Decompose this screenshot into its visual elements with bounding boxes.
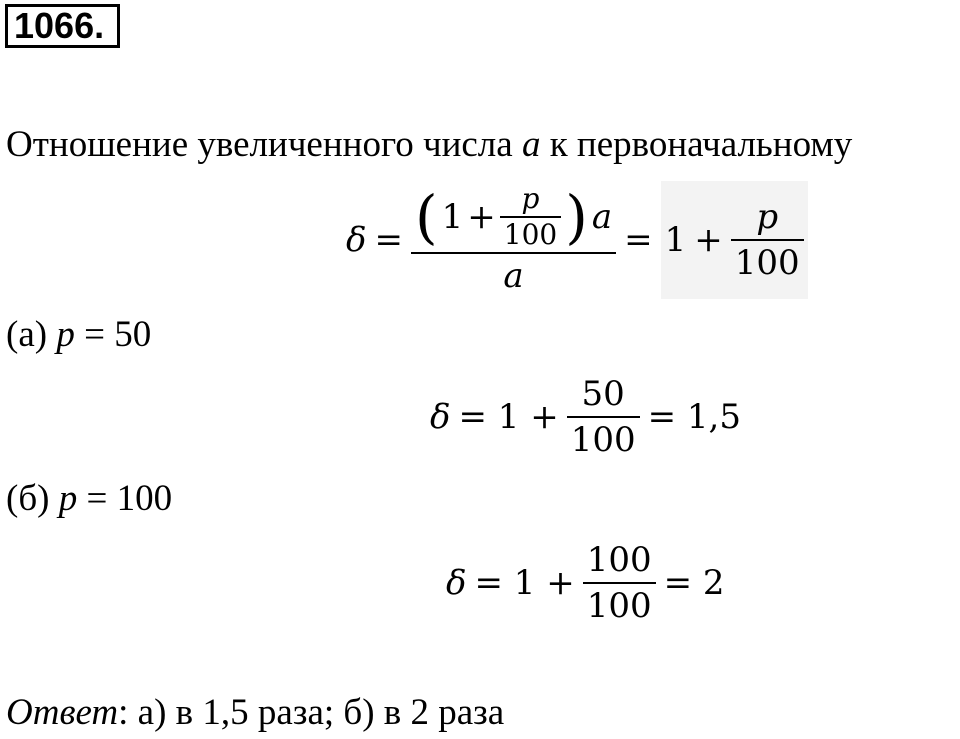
answer-text: : а) в 1,5 раза; б) в 2 раза [118,692,505,733]
part-a-variable: p [56,314,75,355]
main-fraction [411,184,616,296]
answer-line [6,692,504,734]
part-a-label: (а) [6,314,48,355]
numerator-plus: + [467,197,496,237]
part-a-delta: δ [430,397,451,437]
inner-fraction-numerator: p [521,182,540,215]
numerator-a: a [591,197,613,237]
part-b-numerator: 100 [586,540,652,580]
intro-text: Отношение увеличенного числа [6,124,513,165]
intro-text-after: к первоначальному [549,124,853,165]
main-formula [346,178,808,302]
simplified-fraction-denominator: 100 [731,239,804,283]
part-a-denominator: 100 [567,416,640,460]
part-a-eq1: = 1 + [458,397,559,437]
part-b-value: = 100 [86,478,173,519]
part-b-eq1: = 1 + [474,563,575,603]
part-a-numerator: 50 [581,374,625,414]
answer-label: Ответ [6,692,119,733]
part-a-calculation [430,372,741,462]
left-paren: ( [414,183,438,251]
simplified-fraction [731,197,804,283]
problem-number: 1066. [5,4,120,48]
delta-symbol: δ [346,220,367,260]
part-b-result: = 2 [663,563,725,603]
equals-sign: = [374,220,403,260]
intro-variable: a [521,124,541,165]
part-b-denominator: 100 [583,582,656,626]
part-b-calculation [446,538,725,628]
main-fraction-numerator [411,184,616,252]
numerator-one: 1 [441,197,464,237]
part-a-value: = 50 [84,314,152,355]
part-b-fraction [583,540,656,626]
inner-fraction-denominator: 100 [500,216,561,250]
simplified-expression [661,181,808,299]
right-paren: ) [565,183,588,251]
inner-fraction [500,184,561,250]
part-b-variable: p [58,478,78,519]
part-a-result: = 1,5 [647,397,741,437]
part-a-fraction [567,374,640,460]
simplified-fraction-numerator: p [756,197,779,237]
intro-line [6,124,852,166]
part-b-delta: δ [446,563,467,603]
simplified-plus: + [694,220,723,260]
part-b-label: (б) [6,478,50,519]
simplified-one: 1 [664,220,687,260]
part-b-condition [6,478,172,520]
equals-sign-2: = [624,220,653,260]
main-fraction-denominator: a [411,252,616,296]
part-a-condition [6,314,151,356]
